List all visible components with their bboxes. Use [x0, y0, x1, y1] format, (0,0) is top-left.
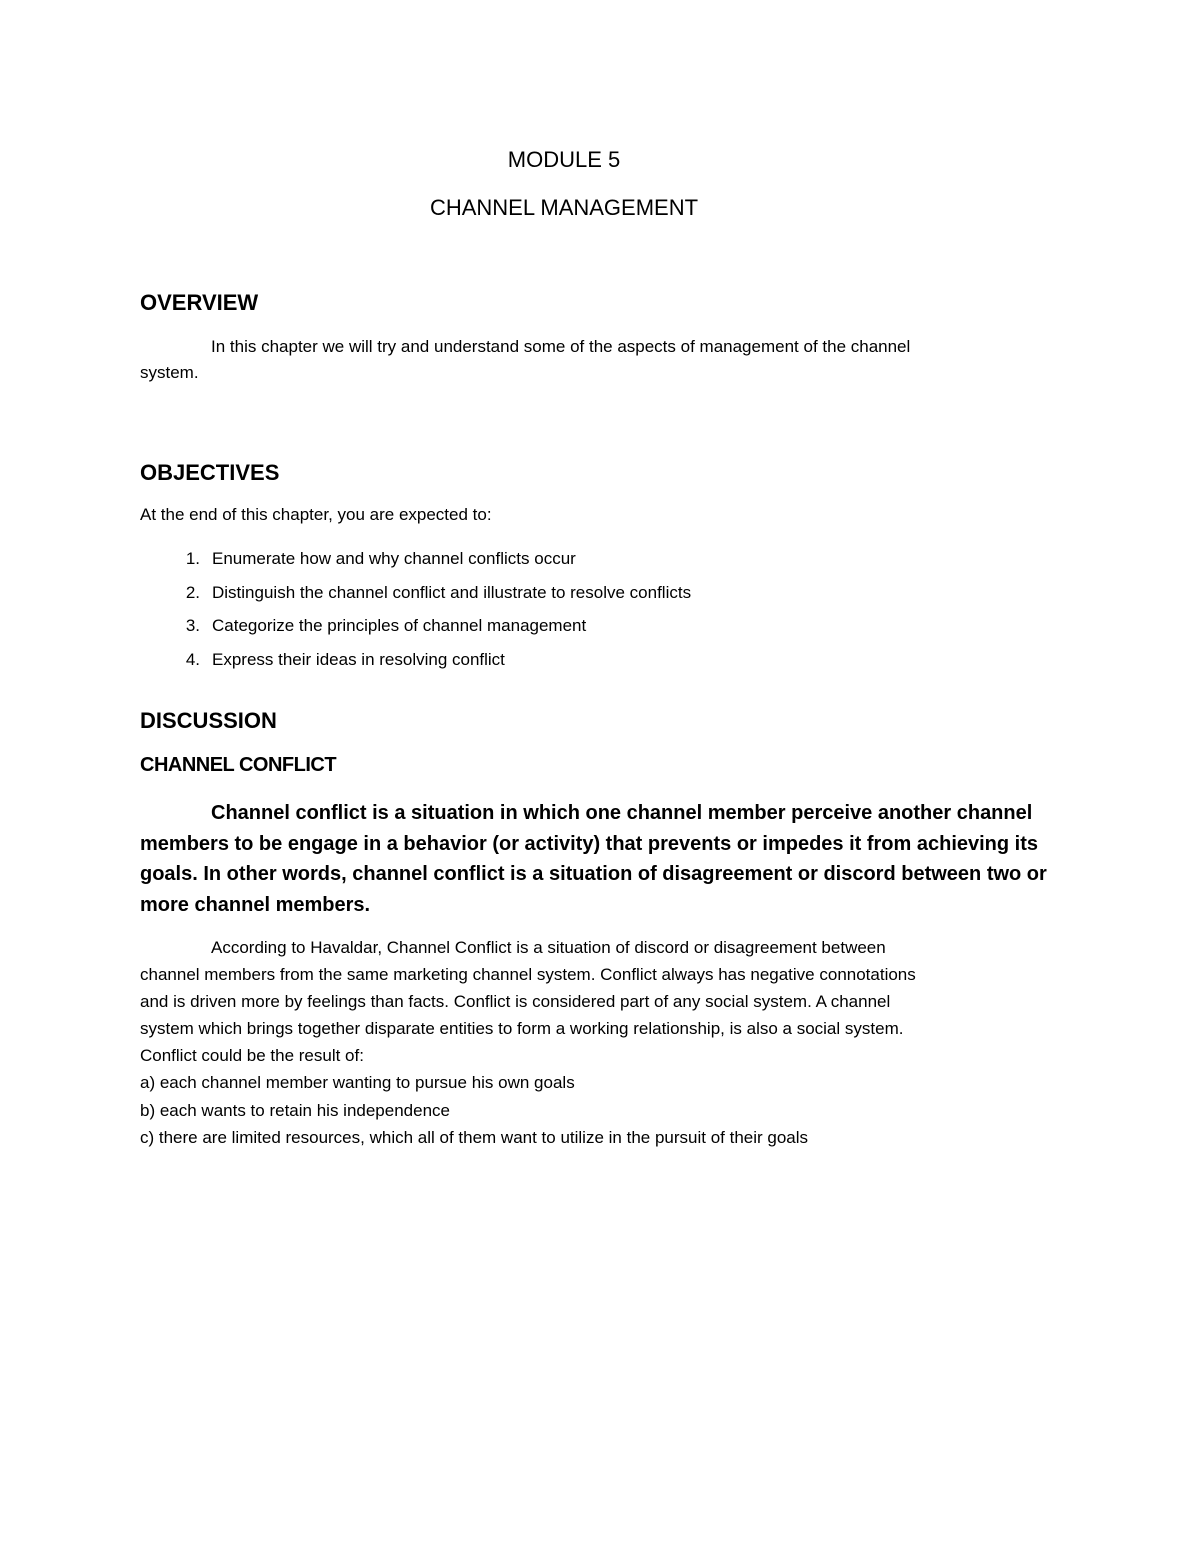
conflict-cause-item: c) there are limited resources, which all of them want to utilize in the pursuit of their goals [140, 1127, 809, 1147]
discussion-heading: DISCUSSION [140, 708, 277, 733]
objective-number: 3. [185, 616, 200, 636]
definition-line: members to be engage in a behavior (or activity) that prevents or impedes it from achieving its [140, 832, 1039, 855]
objective-text: Categorize the principles of channel management [212, 616, 587, 636]
module-subtitle: CHANNEL MANAGEMENT [429, 195, 699, 220]
definition-line: goals. In other words, channel conflict is a situation of disagreement or discord between two or [140, 863, 1047, 885]
havaldar-line: system which brings together disparate entities to form a working relationship, is also a social system. [140, 1019, 904, 1039]
overview-text-line-1: In this chapter we will try and understand some of the aspects of management of the channel [211, 337, 911, 356]
objectives-heading: OBJECTIVES [140, 460, 280, 485]
objective-number: 4. [185, 650, 200, 670]
objective-number: 1. [185, 549, 200, 568]
definition-line: Channel conflict is a situation in which one channel member perceive another channel [211, 802, 1033, 824]
module-title: MODULE 5 [507, 147, 621, 172]
overview-heading: OVERVIEW [140, 290, 259, 315]
overview-text-line-2: system. [140, 363, 199, 382]
objective-text: Express their ideas in resolving conflict [212, 650, 505, 670]
channel-conflict-subheading: CHANNEL CONFLICT [140, 754, 337, 776]
objectives-intro: At the end of this chapter, you are expected to: [140, 505, 492, 524]
conflict-cause-item: a) each channel member wanting to pursue his own goals [140, 1073, 575, 1093]
havaldar-line: According to Havaldar, Channel Conflict is a situation of discord or disagreement between [211, 938, 886, 957]
objective-text: Distinguish the channel conflict and illustrate to resolve conflicts [212, 582, 692, 602]
objective-number: 2. [185, 582, 200, 602]
definition-paragraph [140, 798, 1070, 920]
objective-text: Enumerate how and why channel conflicts occur [212, 549, 576, 568]
conflict-cause-item: b) each wants to retain his independence [140, 1100, 450, 1120]
havaldar-line: channel members from the same marketing channel system. Conflict always has negative connotations [140, 965, 916, 985]
havaldar-paragraph [140, 934, 1070, 1151]
definition-line: more channel members. [140, 893, 371, 916]
havaldar-line: and is driven more by feelings than facts. Conflict is considered part of any social system. A channel [140, 992, 891, 1012]
havaldar-line: Conflict could be the result of: [140, 1046, 364, 1066]
